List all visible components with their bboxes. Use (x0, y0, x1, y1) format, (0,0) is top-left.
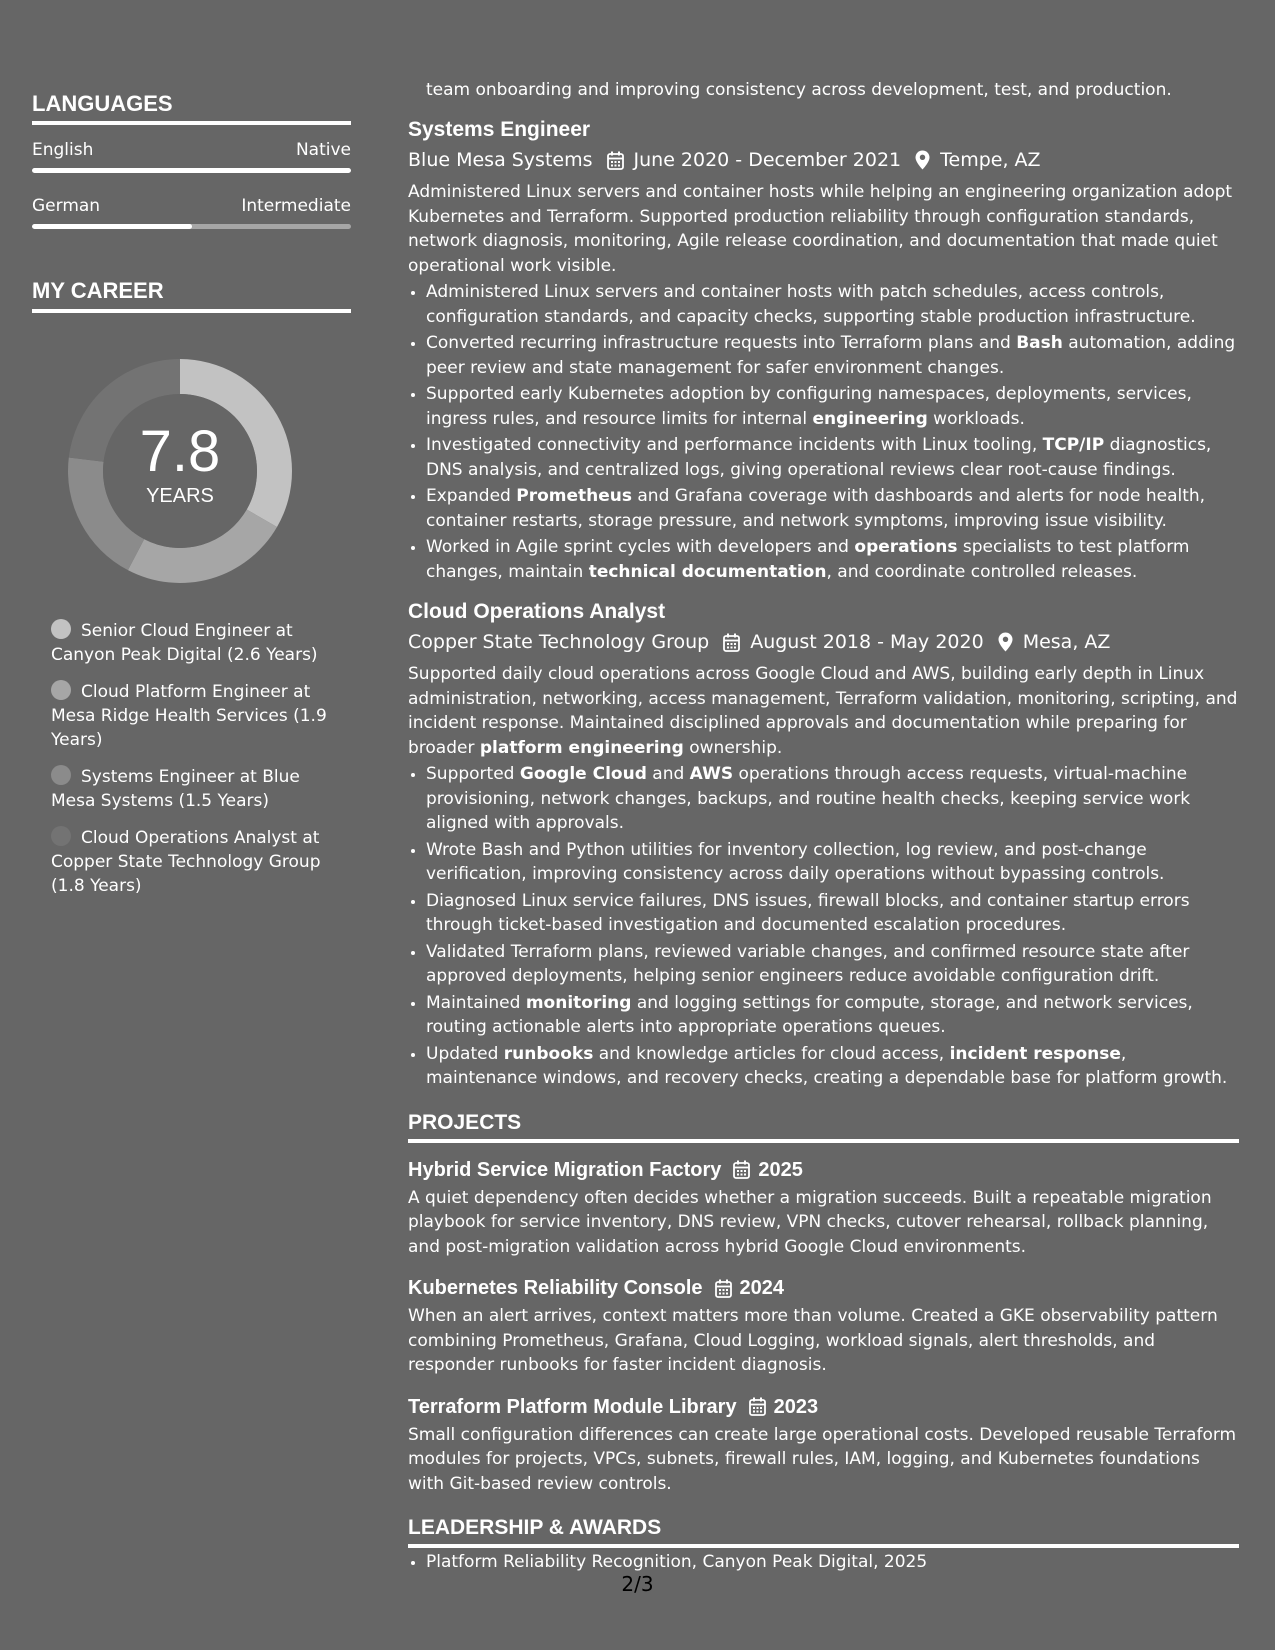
job-bullets (408, 762, 1239, 1091)
bold-keyword: engineering (812, 408, 928, 429)
legend-dot-icon (51, 619, 71, 639)
language-level: Intermediate (241, 196, 351, 217)
project-title: Kubernetes Reliability Console (408, 1277, 703, 1300)
job-entry (408, 599, 1239, 1091)
project-year: 2024 (739, 1277, 785, 1300)
languages-heading: LANGUAGES (32, 92, 351, 125)
bold-keyword: Bash (1016, 333, 1063, 353)
language-name: English (32, 140, 94, 161)
job-meta (408, 146, 1239, 174)
award-item: • Platform Reliability Recognition, Canyon Peak Digital, 2025 (426, 1550, 1239, 1575)
job-location: Mesa, AZ (1022, 631, 1111, 653)
language-level: Native (295, 140, 351, 161)
bold-keyword: platform engineering (479, 737, 684, 758)
bold-keyword: TCP/IP (1042, 435, 1105, 455)
career-legend-item: Systems Engineer at Blue Mesa Systems (1.5 Years) (51, 766, 300, 811)
project-year: 2025 (758, 1158, 803, 1181)
projects-heading: PROJECTS (408, 1111, 1239, 1143)
job-company: Copper State Technology Group (408, 631, 710, 653)
calendar-icon (749, 1397, 766, 1416)
awards-heading: LEADERSHIP & AWARDS (408, 1516, 1239, 1548)
job-meta (408, 628, 1239, 656)
bold-keyword: operations (854, 537, 958, 557)
project-entry (408, 1157, 1239, 1260)
job-bullet: • Wrote Bash and Python utilities for inventory collection, log review, and post-change verification, improving consistency across daily operations without bypassing controls. (426, 838, 1239, 887)
page-number: 2/3 (621, 1572, 654, 1596)
calendar-icon (715, 1279, 732, 1298)
language-proficiency-fill (32, 168, 351, 173)
legend-dot-icon (51, 680, 71, 700)
job-dates: August 2018 - May 2020 (750, 631, 984, 653)
job-bullet: • Diagnosed Linux service failures, DNS issues, firewall blocks, and container startup errors through ticket-based investigation and documented escalation procedures. (426, 889, 1239, 938)
calendar-icon (607, 151, 624, 170)
career-total-unit: YEARS (146, 485, 214, 508)
experience-continuation: team onboarding and improving consistency across development, test, and production. (426, 80, 1172, 100)
project-year: 2023 (773, 1395, 819, 1418)
location-pin-icon (998, 632, 1013, 652)
job-bullet: • Converted recurring infrastructure requests into Terraform plans and Bash automation, adding peer review and state management for safer environment changes. (426, 331, 1239, 380)
language-item (32, 139, 351, 173)
language-proficiency-bar (32, 224, 351, 229)
project-title: Hybrid Service Migration Factory (408, 1158, 722, 1181)
language-proficiency-bar (32, 168, 351, 173)
job-title: Cloud Operations Analyst (408, 600, 666, 623)
job-bullet: • Supported early Kubernetes adoption by configuring namespaces, deployments, services, ingress rules, and resource limits for internal engineering workloads. (426, 382, 1239, 431)
job-bullet: • Worked in Agile sprint cycles with developers and operations specialists to test platform changes, maintain technical documentation, and coordinate controlled releases. (426, 535, 1239, 584)
job-bullets (408, 280, 1239, 584)
job-title: Systems Engineer (408, 118, 591, 141)
bold-keyword: AWS (689, 764, 734, 784)
legend-dot-icon (51, 765, 71, 785)
job-summary: Administered Linux servers and container hosts while helping an engineering organization adopt Kubernetes and Terraform. Supported production reliability through configuration standards, network diagnosis, monitoring, Agile release coordination, and documentation that made quiet operational work visible. (408, 182, 1233, 276)
job-bullet: • Updated runbooks and knowledge articles for cloud access, incident response, maintenance windows, and recovery checks, creating a dependable base for platform growth. (426, 1042, 1239, 1091)
calendar-icon (723, 633, 740, 652)
job-summary: Supported daily cloud operations across Google Cloud and AWS, building early depth in Linux administration, networking, access management, Terraform validation, monitoring, scripting, and incident response. Maintained disciplined approvals and documentation while preparing for broader platform engineering ownership. (408, 664, 1238, 758)
job-bullet: • Supported Google Cloud and AWS operations through access requests, virtual-machine provisioning, network changes, backups, and routine health checks, keeping service work aligned with approvals. (426, 762, 1239, 836)
project-description: A quiet dependency often decides whether a migration succeeds. Built a repeatable migration playbook for service inventory, DNS review, VPN checks, cutover rehearsal, rollback planning, and post-migration validation across hybrid Google Cloud environments. (408, 1187, 1212, 1257)
main-content (408, 78, 1239, 1577)
job-dates: June 2020 - December 2021 (633, 149, 902, 171)
career-legend-item: Senior Cloud Engineer at Canyon Peak Digital (2.6 Years) (51, 620, 318, 665)
career-legend-item: Cloud Operations Analyst at Copper State Technology Group (1.8 Years) (51, 827, 321, 896)
career-donut-chart (65, 356, 295, 586)
job-company: Blue Mesa Systems (408, 149, 593, 171)
bold-keyword: incident response (949, 1043, 1121, 1064)
legend-dot-icon (51, 826, 71, 846)
bold-keyword: runbooks (503, 1043, 594, 1064)
sidebar (32, 92, 351, 911)
job-location: Tempe, AZ (940, 149, 1041, 171)
languages-list (32, 139, 351, 229)
project-entry (408, 1394, 1239, 1497)
bold-keyword: Google Cloud (519, 764, 647, 784)
bold-keyword: monitoring (525, 992, 632, 1013)
job-bullet: • Investigated connectivity and performance incidents with Linux tooling, TCP/IP diagnostics, DNS analysis, and centralized logs, giving operational reviews clear root-cause findings. (426, 433, 1239, 482)
job-bullet: • Validated Terraform plans, reviewed variable changes, and confirmed resource state after approved deployments, helping senior engineers reduce avoidable configuration drift. (426, 940, 1239, 989)
job-bullet: • Administered Linux servers and container hosts with patch schedules, access controls, configuration standards, and capacity checks, supporting stable production infrastructure. (426, 280, 1239, 329)
job-bullet: • Maintained monitoring and logging settings for compute, storage, and network services, routing actionable alerts into appropriate operations queues. (426, 991, 1239, 1040)
project-description: When an alert arrives, context matters more than volume. Created a GKE observability pattern combining Prometheus, Grafana, Cloud Logging, workload signals, alert thresholds, and responder runbooks for faster incident diagnosis. (408, 1306, 1218, 1376)
project-description: Small configuration differences can create large operational costs. Developed reusable Terraform modules for projects, VPCs, subnets, firewall rules, IAM, logging, and Kubernetes foundations with Git-based review controls. (408, 1424, 1237, 1494)
language-name: German (32, 196, 101, 217)
language-item (32, 195, 351, 229)
bold-keyword: technical documentation (588, 561, 827, 582)
job-bullet: • Expanded Prometheus and Grafana coverage with dashboards and alerts for node health, container restarts, storage pressure, and network symptoms, improving issue visibility. (426, 484, 1239, 533)
location-pin-icon (915, 150, 930, 170)
career-heading: MY CAREER (32, 279, 351, 312)
project-entry (408, 1275, 1239, 1378)
job-entry (408, 117, 1239, 584)
bold-keyword: Prometheus (516, 486, 632, 506)
calendar-icon (733, 1160, 750, 1179)
career-legend (51, 619, 336, 898)
career-legend-item: Cloud Platform Engineer at Mesa Ridge Health Services (1.9 Years) (51, 681, 327, 750)
career-total-years: 7.8 (139, 419, 221, 485)
language-proficiency-fill (32, 224, 192, 229)
awards-list (408, 1550, 1239, 1575)
project-title: Terraform Platform Module Library (408, 1395, 737, 1418)
